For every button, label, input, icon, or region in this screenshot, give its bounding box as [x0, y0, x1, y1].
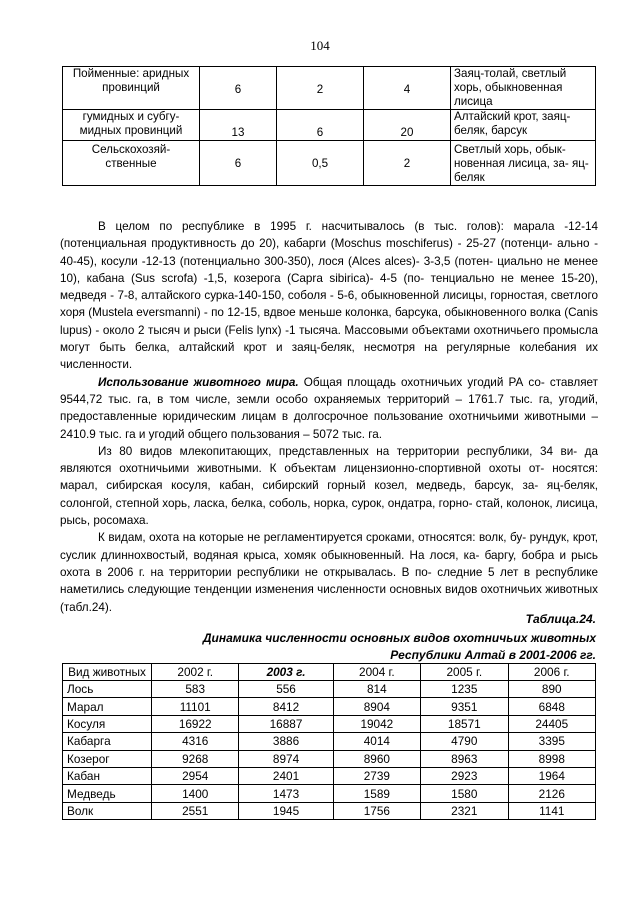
value-cell: 2401 [239, 767, 333, 784]
habitat-table [62, 66, 596, 186]
value-cell: 1473 [239, 785, 333, 802]
table-title-line: Динамика численности основных видов охотничьих животных [202, 631, 596, 645]
table-cell: Сельскохозяй- ственные [63, 141, 200, 186]
column-header: 2004 г. [333, 664, 420, 681]
value-cell: 890 [508, 681, 595, 698]
table-title [60, 630, 596, 664]
value-cell: 18571 [421, 715, 508, 732]
table-cell: 6 [200, 141, 277, 186]
table-row [63, 698, 596, 715]
table-cell: Заяц-толай, светлый хорь, обыкновенная лисица [451, 67, 596, 110]
species-name-cell: Кабан [63, 767, 152, 784]
value-cell: 8412 [239, 698, 333, 715]
section-heading: Использование животного мира. [98, 375, 299, 389]
column-header: 2002 г. [152, 664, 239, 681]
value-cell: 19042 [333, 715, 420, 732]
column-header: Вид животных [63, 664, 152, 681]
value-cell: 4316 [152, 733, 239, 750]
table-cell: 6 [277, 110, 364, 141]
table-title-line: Республики Алтай в 2001-2006 гг. [390, 648, 596, 662]
table-row [63, 110, 596, 141]
table-row [63, 802, 596, 819]
value-cell: 2954 [152, 767, 239, 784]
table-cell: 4 [364, 67, 451, 110]
page-number: 104 [310, 38, 330, 53]
value-cell: 2126 [508, 785, 595, 802]
table-header-row [63, 664, 596, 681]
species-name-cell: Волк [63, 802, 152, 819]
value-cell: 16922 [152, 715, 239, 732]
value-cell: 2739 [333, 767, 420, 784]
value-cell: 1589 [333, 785, 420, 802]
value-cell: 8974 [239, 750, 333, 767]
value-cell: 9268 [152, 750, 239, 767]
table-cell: 20 [364, 110, 451, 141]
value-cell: 11101 [152, 698, 239, 715]
table-cell: Светлый хорь, обык- новенная лисица, за- яц-беляк [451, 141, 596, 186]
table-cell: 13 [200, 110, 277, 141]
species-name-cell: Марал [63, 698, 152, 715]
column-header: 2006 г. [508, 664, 595, 681]
table-row [63, 750, 596, 767]
value-cell: 1964 [508, 767, 595, 784]
value-cell: 1141 [508, 802, 595, 819]
table-cell: 2 [277, 67, 364, 110]
value-cell: 2551 [152, 802, 239, 819]
value-cell: 814 [333, 681, 420, 698]
value-cell: 8998 [508, 750, 595, 767]
table-row [63, 715, 596, 732]
paragraph: К видам, охота на которые не регламентируется сроками, относятся: волк, бу- рундук, крот, суслик длиннохвостый, водяная крыса, хомяк обыкновенный. На лося, ка- баргу, бобра и рысь охота в 2006 г. на территории республики не открывалась. В по- следние 5 лет в республике наметились следующие тенденции изменения численности основных видов охотничьих животных (табл.24). [60, 531, 598, 614]
value-cell: 1235 [421, 681, 508, 698]
dynamics-table [62, 663, 596, 820]
table-cell: 2 [364, 141, 451, 186]
value-cell: 3395 [508, 733, 595, 750]
table-row [63, 141, 596, 186]
table-row [63, 767, 596, 784]
value-cell: 8963 [421, 750, 508, 767]
value-cell: 1756 [333, 802, 420, 819]
table-cell: гумидных и субгу- мидных провинций [63, 110, 200, 141]
value-cell: 4014 [333, 733, 420, 750]
column-header: 2003 г. [239, 664, 333, 681]
species-name-cell: Кабарга [63, 733, 152, 750]
value-cell: 1400 [152, 785, 239, 802]
value-cell: 6848 [508, 698, 595, 715]
value-cell: 8904 [333, 698, 420, 715]
value-cell: 583 [152, 681, 239, 698]
table-cell: 0,5 [277, 141, 364, 186]
table-body [63, 681, 596, 820]
paragraph: Из 80 видов млекопитающих, представленных на территории республики, 34 ви- да являются охотничьими животными. К объектам лицензионно-спортивной охоты от- носятся: марал, сибирская косуля, кабан, сибирский горный козел, медведь, барсук, за- яц-беляк, солонгой, степной хорь, ласка, белка, соболь, норка, сурок, ондатра, горно- стай, колонок, лисица, рысь, росомаха. [60, 444, 598, 528]
value-cell: 1945 [239, 802, 333, 819]
body-text [60, 218, 598, 616]
value-cell: 8960 [333, 750, 420, 767]
species-name-cell: Лось [63, 681, 152, 698]
paragraph [60, 374, 598, 443]
value-cell: 2923 [421, 767, 508, 784]
table-row [63, 785, 596, 802]
column-header: 2005 г. [421, 664, 508, 681]
table-cell: Пойменные: аридных провинций [63, 67, 200, 110]
value-cell: 1580 [421, 785, 508, 802]
table-row [63, 733, 596, 750]
value-cell: 3886 [239, 733, 333, 750]
table-row [63, 67, 596, 110]
species-name-cell: Косуля [63, 715, 152, 732]
value-cell: 9351 [421, 698, 508, 715]
value-cell: 4790 [421, 733, 508, 750]
table-row [63, 681, 596, 698]
paragraph: В целом по республике в 1995 г. насчитывалось (в тыс. голов): марала -12-14 (потенциальная продуктивность до 20), кабарги (Moschus moschiferus) - 25-27 (потенци- ально - 40-45), косули -12-13 (потенциально 300-350), лося (Alces alces)- 3-3,5 (потен- циально не менее 10), кабана (Sus scrofa) -1,5, козерога (Capra sibirica)- 4-5 (по- тенциально не менее 15-20), медведя - 7-8, алтайского сурка-140-150, соболя - 5-6, обыкновенной лисицы, горностая, светлого хоря (Mustela eversmanni) - по 12-15, вдвое меньше колонка, барсука, обыкновенного волка (Canis lupus) - около 2 тысяч и рыси (Felis lynx) -1 тысяча. Массовыми объектами охотничьего промысла могут быть белка, алтайский крот и заяц-беляк, несмотря на регулярные колебания их численности. [60, 220, 598, 372]
table-cell: 6 [200, 67, 277, 110]
value-cell: 556 [239, 681, 333, 698]
table-label: Таблица.24. [525, 612, 596, 626]
paragraph-text: Общая площадь охотничьих угодий РА со- ставляет 9544,72 тыс. га, в том числе, земли особо охраняемых территорий – 1761.7 тыс. га, угодий, предоставленные юридическим лицам в долгосрочное пользование охотничьими животными – 2410.9 тыс. га и угодий общего пользования – 5072 тыс. га. [60, 375, 598, 441]
value-cell: 2321 [421, 802, 508, 819]
species-name-cell: Козерог [63, 750, 152, 767]
table-cell: Алтайский крот, заяц-беляк, барсук [451, 110, 596, 141]
value-cell: 24405 [508, 715, 595, 732]
species-name-cell: Медведь [63, 785, 152, 802]
value-cell: 16887 [239, 715, 333, 732]
